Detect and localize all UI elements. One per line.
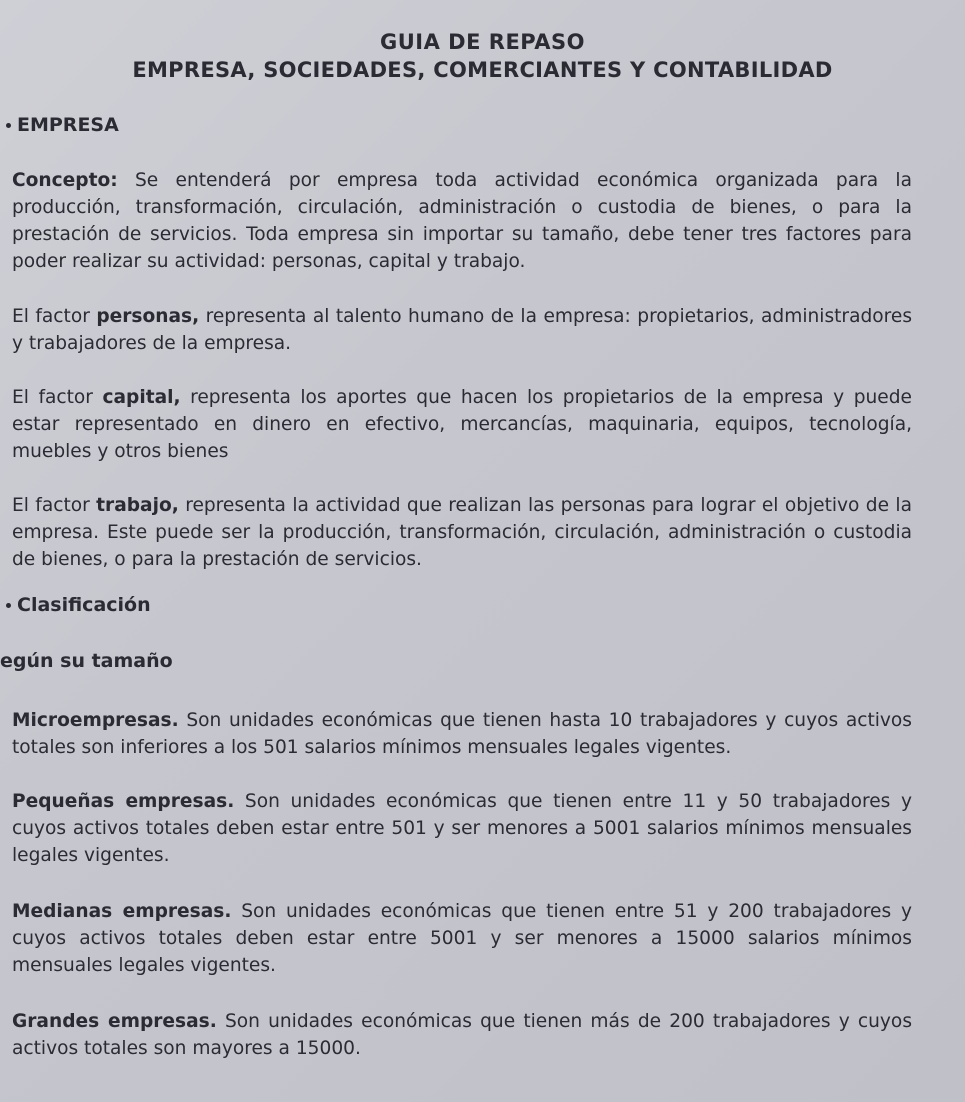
- paragraph-lead: Medianas empresas.: [12, 901, 232, 922]
- section-heading-text: Clasificación: [17, 594, 151, 616]
- paragraph-capital: [12, 384, 912, 465]
- paragraph-lead: trabajo,: [96, 495, 179, 516]
- paragraph-lead: Pequeñas empresas.: [12, 791, 235, 812]
- bullet-icon: [6, 603, 11, 608]
- subheading-segun-tamano: egún su tamaño: [0, 650, 173, 672]
- paragraph-concepto: [12, 167, 912, 275]
- paragraph-text: Son unidades económicas que tienen más de 200 trabajadores y cuyos activos totales son mayores a 15000.: [12, 1011, 913, 1059]
- paragraph-lead: Microempresas.: [12, 710, 179, 731]
- document-title: GUIA DE REPASO: [380, 30, 585, 54]
- paragraph-microempresas: [12, 707, 912, 761]
- paragraph-text: representa al talento humano de la empresa: propietarios, administradores y trabajadores de la empresa.: [12, 306, 913, 354]
- paragraph-grandes: [12, 1008, 912, 1062]
- paragraph-lead: Concepto:: [12, 170, 118, 191]
- paragraph-pequenas: [12, 788, 912, 869]
- paragraph-lead: Grandes empresas.: [12, 1011, 217, 1032]
- paragraph-text: Son unidades económicas que tienen entre 51 y 200 trabajadores y cuyos activos totales deben estar entre 5001 y ser menores a 15000 salarios mínimos mensuales legales vigentes.: [12, 901, 912, 976]
- section-heading-clasificacion: [6, 594, 151, 616]
- paragraph-text: representa los aportes que hacen los propietarios de la empresa y puede estar representado en dinero en efectivo, mercancías, maquinaria, equipos, tecnología, muebles y otros bienes: [12, 387, 912, 462]
- paragraph-prefix: El factor: [12, 387, 103, 408]
- paragraph-text: Son unidades económicas que tienen entre 11 y 50 trabajadores y cuyos activos totales deben estar entre 501 y ser menores a 5001 salarios mínimos mensuales legales vigentes.: [12, 791, 912, 866]
- paragraph-text: representa la actividad que realizan las personas para lograr el objetivo de la empresa. Este puede ser la producción, transformación, circulación, administración o custodia de bienes, o para la prestación de servicios.: [12, 495, 912, 570]
- section-heading-text: EMPRESA: [17, 114, 119, 136]
- document-subtitle: EMPRESA, SOCIEDADES, COMERCIANTES Y CONTABILIDAD: [132, 58, 833, 82]
- paragraph-text: Se entenderá por empresa toda actividad económica organizada para la producción, transformación, circulación, administración o custodia de bienes, o para la prestación de servicios. Toda empresa sin importar su tamaño, debe tener tres factores para poder realizar su actividad: personas, capital y trabajo.: [12, 170, 912, 272]
- paragraph-lead: personas,: [96, 306, 200, 327]
- bullet-icon: [6, 123, 11, 128]
- section-heading-empresa: [6, 114, 119, 136]
- paragraph-text: Son unidades económicas que tienen hasta 10 trabajadores y cuyos activos totales son inferiores a los 501 salarios mínimos mensuales legales vigentes.: [12, 710, 912, 758]
- paragraph-personas: [12, 303, 912, 357]
- paragraph-prefix: El factor: [12, 495, 97, 516]
- paragraph-lead: capital,: [102, 387, 181, 408]
- paragraph-medianas: [12, 898, 912, 979]
- paragraph-trabajo: [12, 492, 912, 573]
- paragraph-prefix: El factor: [12, 306, 97, 327]
